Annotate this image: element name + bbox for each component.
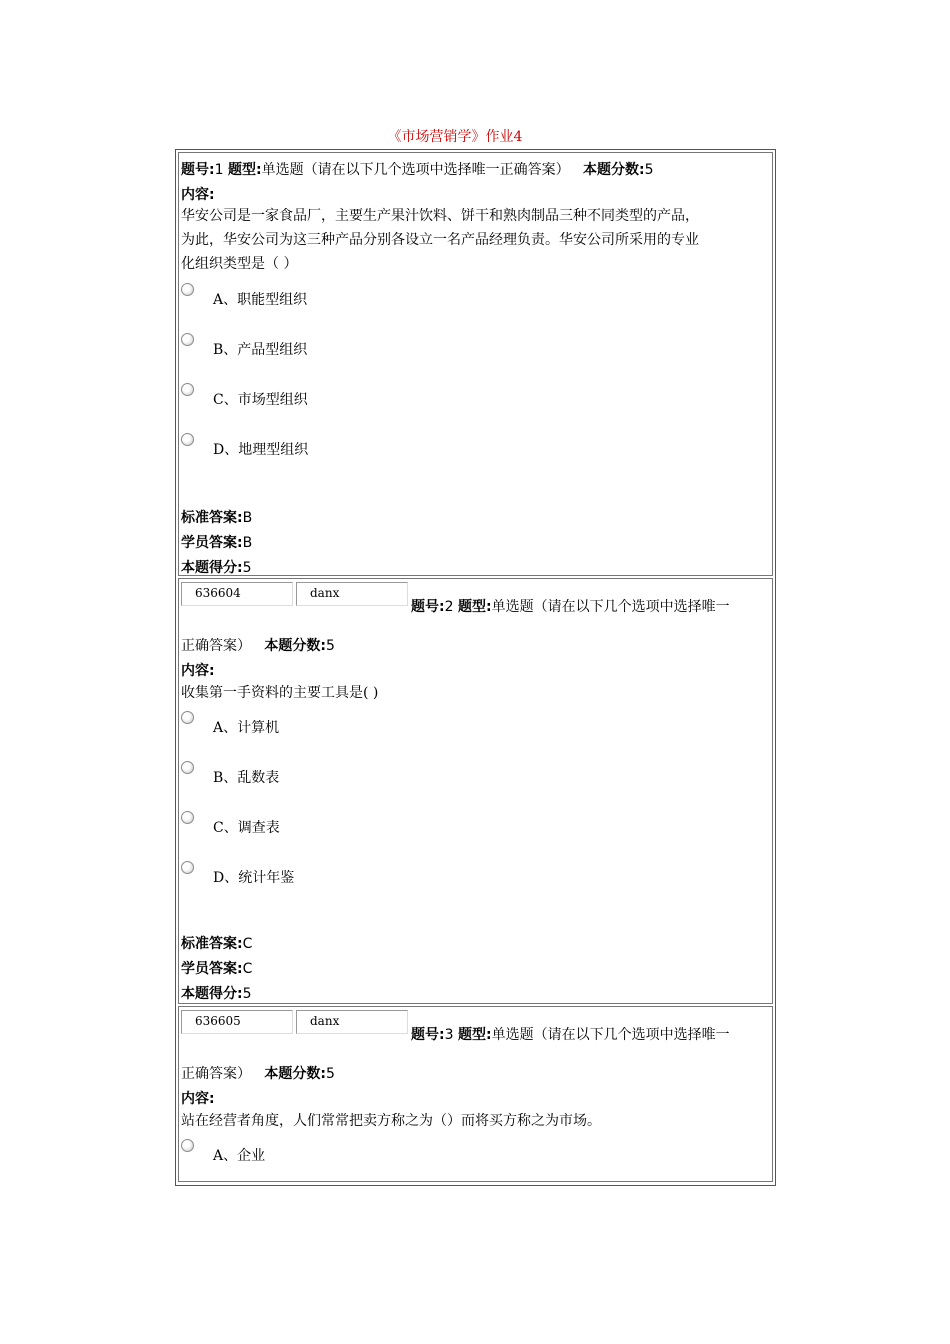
- question-type-cont: 正确答案） 本题分数:5: [181, 638, 335, 654]
- content-label: 内容:: [181, 187, 215, 203]
- question-text: 华安公司是一家食品厂，主要生产果汁饮料、饼干和熟肉制品三种不同类型的产品， 为此，华安公司为这三种产品分别各设立一名产品经理负责。华安公司所采用的专业 化组织类型是（ ）: [181, 208, 699, 272]
- question-header: 题号:3 题型:单选题（请在以下几个选项中选择唯一: [411, 1027, 730, 1043]
- radio-button[interactable]: [181, 433, 194, 446]
- question-2: 636604 danx 题号:2 题型:单选题（请在以下几个选项中选择唯一 正确答案） 本题分数:5 内容: 收集第一手资料的主要工具是( ) A、计算机 B、乱数表 C、调查表 D、统计年鉴 标准答案:C 学员答案:C 本题得分:5: [178, 578, 773, 1004]
- radio-button[interactable]: [181, 283, 194, 296]
- radio-button[interactable]: [181, 761, 194, 774]
- standard-answer: 标准答案:B: [181, 510, 253, 526]
- radio-button[interactable]: [181, 711, 194, 724]
- student-answer: 学员答案:B: [181, 535, 253, 551]
- question-code-field[interactable]: danx: [296, 1010, 408, 1034]
- question-score: 本题得分:5: [181, 986, 252, 1002]
- question-3: 636605 danx 题号:3 题型:单选题（请在以下几个选项中选择唯一 正确答案） 本题分数:5 内容: 站在经营者角度，人们常常把卖方称之为（）而将买方称之为市场。 A、企业: [178, 1006, 773, 1182]
- radio-button[interactable]: [181, 811, 194, 824]
- standard-answer: 标准答案:C: [181, 936, 253, 952]
- question-id-field[interactable]: 636605: [181, 1010, 293, 1034]
- question-header: 题号:1 题型:单选题（请在以下几个选项中选择唯一正确答案） 本题分数:5: [181, 162, 654, 178]
- question-header: 题号:2 题型:单选题（请在以下几个选项中选择唯一: [411, 599, 730, 615]
- document-title: 《市场营销学》作业4: [387, 129, 523, 145]
- radio-button[interactable]: [181, 1139, 194, 1152]
- student-answer: 学员答案:C: [181, 961, 253, 977]
- question-score: 本题得分:5: [181, 560, 252, 576]
- content-label: 内容:: [181, 663, 215, 679]
- question-id-field[interactable]: 636604: [181, 582, 293, 606]
- question-1: 题号:1 题型:单选题（请在以下几个选项中选择唯一正确答案） 本题分数:5 内容: 华安公司是一家食品厂，主要生产果汁饮料、饼干和熟肉制品三种不同类型的产品， 为此，华安公司为这三种产品分别各设立一名产品经理负责。华安公司所采用的专业 化组织类型是（ ） A、职能型组织 B、产品型组织 C、市场型组织 D、地理型组织 标准答案:B 学员答案:B 本题得分:5: [178, 152, 773, 576]
- radio-button[interactable]: [181, 383, 194, 396]
- question-type-cont: 正确答案） 本题分数:5: [181, 1066, 335, 1082]
- question-code-field[interactable]: danx: [296, 582, 408, 606]
- content-label: 内容:: [181, 1091, 215, 1107]
- radio-button[interactable]: [181, 333, 194, 346]
- question-text: 站在经营者角度，人们常常把卖方称之为（）而将买方称之为市场。: [181, 1113, 601, 1129]
- assignment-frame: [175, 149, 776, 1186]
- radio-button[interactable]: [181, 861, 194, 874]
- question-text: 收集第一手资料的主要工具是( ): [181, 685, 379, 701]
